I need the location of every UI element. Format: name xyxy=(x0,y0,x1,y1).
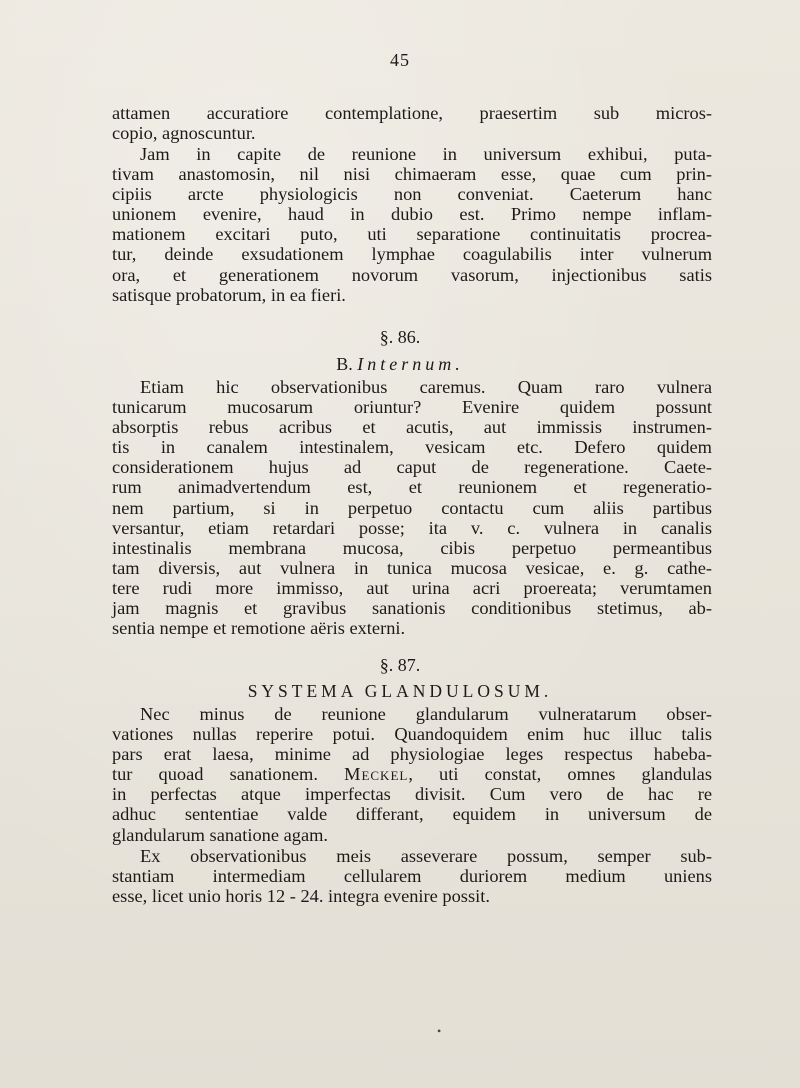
text-line: tunicarum mucosarum oriuntur? Evenire quidem possunt xyxy=(112,397,712,418)
text-line: sentia nempe et remotione aëris externi. xyxy=(112,618,406,639)
section-mark-87: §. 87. xyxy=(379,655,421,675)
text-line: in perfectas atque imperfectas divisit. Cum vero de hac re xyxy=(112,784,712,805)
paragraph-observationes xyxy=(112,846,712,906)
text-line: pars erat laesa, minime ad physiologiae leges respectus habeba- xyxy=(112,744,712,765)
text-line xyxy=(112,764,712,784)
text-line: unionem evenire, haud in dubio est. Primo nempe inflam- xyxy=(112,204,712,225)
text-line: tis in canalem intestinalem, vesicam etc. Defero quidem xyxy=(112,437,712,458)
text-line: satisque probatorum, in ea fieri. xyxy=(112,284,346,305)
page-number: 45 xyxy=(390,50,410,70)
text-fragment: , uti constat, omnes glandulas xyxy=(408,764,712,785)
ink-mark: • xyxy=(437,1024,442,1038)
text-line: Nec minus de reunione glandularum vulneratarum obser- xyxy=(140,704,712,724)
text-line: tere rudi more immisso, aut urina acri proereata; verumtamen xyxy=(112,577,712,598)
text-line: cipiis arcte physiologicis non conveniat. Caeterum hanc xyxy=(112,184,712,205)
text-line: mationem excitari puto, uti separatione continuitatis procrea- xyxy=(112,224,712,245)
paragraph-internum xyxy=(112,377,712,638)
text-line: tam diversis, aut vulnera in tunica mucosa vesicae, e. g. cathe- xyxy=(112,557,712,578)
section-subtitle xyxy=(0,354,800,375)
text-fragment: tur quoad sanationem. xyxy=(112,764,318,785)
text-line: Ex observationibus meis asseverare possum, semper sub- xyxy=(140,846,712,866)
text-line: Jam in capite de reunione in universum exhibui, puta- xyxy=(140,144,712,164)
text-line: absorptis rebus acribus et acutis, aut immissis instrumen- xyxy=(112,417,712,438)
subtitle-italic: Internum. xyxy=(357,354,464,374)
text-line: attamen accuratiore contemplatione, praesertim sub micros- xyxy=(112,103,712,123)
text-line: Etiam hic observationibus caremus. Quam raro vulnera xyxy=(140,377,712,397)
subtitle-prefix: B. xyxy=(336,354,353,374)
section-mark-86: §. 86. xyxy=(379,327,421,347)
text-line: ora, et generationem novorum vasorum, injectionibus satis xyxy=(112,264,712,285)
text-line: jam magnis et gravibus sanationis conditionibus stetimus, ab- xyxy=(112,598,712,619)
paragraph-glandulae xyxy=(112,704,712,845)
section-heading: SYSTEMA GLANDULOSUM. xyxy=(247,681,553,701)
paragraph-reunion xyxy=(112,144,712,305)
text-line: versantur, etiam retardari posse; ita v. c. vulnera in canalis xyxy=(112,517,712,538)
text-line: nem partium, si in perpetuo contactu cum aliis partibus xyxy=(112,497,712,518)
text-line: esse, licet unio horis 12 - 24. integra evenire possit. xyxy=(112,886,490,907)
text-line: stantiam intermediam cellularem duriorem medium uniens xyxy=(112,866,712,887)
text-line: adhuc sententiae valde differant, equidem in universum de xyxy=(112,804,712,825)
text-line: glandularum sanatione agam. xyxy=(112,824,329,845)
text-line: intestinalis membrana mucosa, cibis perpetuo permeantibus xyxy=(112,537,712,558)
paragraph-continuation xyxy=(112,103,712,143)
text-line: rum animadvertendum est, et reunionem et regeneratio- xyxy=(112,477,712,498)
text-line: considerationem hujus ad caput de regeneratione. Caete- xyxy=(112,457,712,478)
text-line: copio, agnoscuntur. xyxy=(112,123,256,144)
text-line: tur, deinde exsudationem lymphae coagulabilis inter vulnerum xyxy=(112,244,712,265)
text-line: vationes nullas reperire potui. Quandoquidem enim huc illuc talis xyxy=(112,724,712,745)
text-line: tivam anastomosin, nil nisi chimaeram esse, quae cum prin- xyxy=(112,164,712,185)
author-name: Meckel xyxy=(344,764,409,785)
